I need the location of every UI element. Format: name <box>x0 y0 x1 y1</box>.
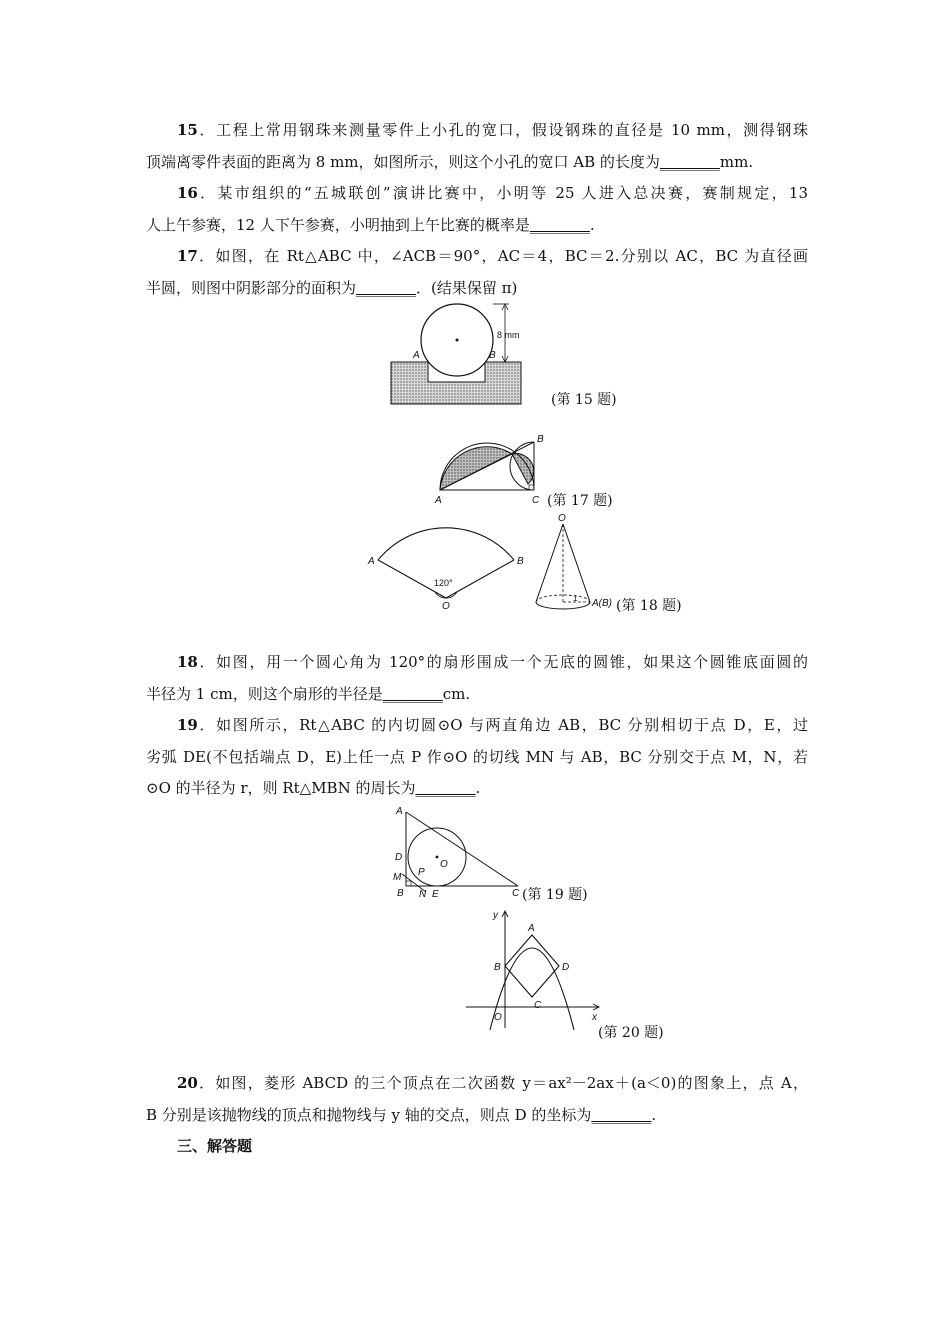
q18-unit: cm. <box>442 685 471 703</box>
fig15-dim-label: 8 mm <box>497 330 520 340</box>
fig18-angle-label: 120° <box>434 578 453 588</box>
rhombus-abcd <box>505 935 559 997</box>
q20-answer-blank[interactable]: ________ <box>591 1106 652 1124</box>
fig20-label-c: C <box>534 1000 542 1011</box>
q19-answer-blank[interactable]: ________ <box>415 779 476 797</box>
q20-number: 20 <box>177 1074 198 1092</box>
q18-number: 18 <box>177 653 198 671</box>
fig18-cone-o: O <box>558 513 566 524</box>
figure-19 <box>392 802 532 902</box>
fig19-label-d: D <box>395 852 403 863</box>
q17-number: 17 <box>177 247 198 265</box>
figure-15 <box>385 300 535 410</box>
shaded-region-left <box>440 447 512 490</box>
q16-text-2: 人上午参赛，12 人下午参赛，小明抽到上午比赛的概率是 <box>146 216 530 234</box>
q17-answer-blank[interactable]: ________ <box>356 279 417 297</box>
fig20-label-a: A <box>528 923 535 934</box>
fig20-label-b: B <box>494 962 501 973</box>
q15-number: 15 <box>177 121 198 139</box>
fig19-label-e: E <box>432 889 439 900</box>
fig19-label-o: O <box>440 859 448 870</box>
figure-18-cone <box>530 512 620 617</box>
fig17-label-a: A <box>435 495 442 506</box>
fig18-label-o: O <box>442 601 450 612</box>
fig20-label-y: y <box>493 910 498 921</box>
q20-end: . <box>651 1106 657 1124</box>
fig19-label-n: N <box>419 889 427 900</box>
q18-text-1: ．如图，用一个圆心角为 120°的扇形围成一个无底的圆锥，如果这个圆锥底面圆的 <box>197 653 808 671</box>
caption-15: (第 15 题) <box>551 392 617 408</box>
fig19-label-m: M <box>393 872 402 883</box>
q19-line-3 <box>146 778 808 798</box>
q19-end: . <box>475 779 481 797</box>
caption-20: (第 20 题) <box>598 1025 664 1041</box>
q19-line-2 <box>146 747 808 767</box>
q19-number: 19 <box>177 716 198 734</box>
q15-line-2 <box>146 152 808 172</box>
fig19-label-c: C <box>512 888 520 899</box>
q19-text-1: ．如图所示，Rt△ABC 的内切圆⊙O 与两直角边 AB，BC 分别相切于点 D，E，过 <box>197 716 808 734</box>
q16-answer-blank[interactable]: ________ <box>529 216 590 234</box>
q18-line-2 <box>146 684 808 704</box>
q17-line-2 <box>146 278 808 298</box>
q19-text-2: 劣弧 DE(不包括端点 D，E)上任一点 P 作⊙O 的切线 MN 与 AB，BC 分别交于点 M，N，若 <box>146 748 808 766</box>
caption-19: (第 19 题) <box>522 887 588 903</box>
fig20-label-o: O <box>494 1012 502 1023</box>
q20-line-2 <box>146 1105 808 1125</box>
fig18-cone-ab: A(B) <box>592 598 612 609</box>
q16-line-1 <box>177 183 808 203</box>
q17-line-1 <box>177 246 808 266</box>
q19-text-3: ⊙O 的半径为 r，则 Rt△MBN 的周长为 <box>146 779 416 797</box>
q15-text-1: ．工程上常用钢珠来测量零件上小孔的宽口，假设钢珠的直径是 10 mm，测得钢珠 <box>197 121 808 139</box>
fig19-label-a: A <box>396 806 403 817</box>
q18-line-1 <box>177 652 808 672</box>
fig20-label-d: D <box>562 962 570 973</box>
q20-text-2: B 分别是该抛物线的顶点和抛物线与 y 轴的交点，则点 D 的坐标为 <box>146 1106 592 1124</box>
shaded-region-right <box>512 454 534 484</box>
q15-line-1 <box>177 120 808 140</box>
caption-18: (第 18 题) <box>616 598 682 614</box>
fig18-label-a: A <box>368 556 375 567</box>
q16-line-2 <box>146 215 808 235</box>
q15-unit: mm. <box>719 153 754 171</box>
figure-18-sector <box>362 510 532 615</box>
fig15-label-a: A <box>413 350 420 361</box>
fig19-label-b: B <box>397 888 404 899</box>
q16-number: 16 <box>177 184 198 202</box>
caption-17: (第 17 题) <box>547 493 613 509</box>
q15-text-2: 顶端离零件表面的距离为 8 mm，如图所示，则这个小孔的宽口 AB 的长度为 <box>146 153 660 171</box>
parabola <box>490 948 574 1030</box>
fig15-label-b: B <box>489 350 496 361</box>
q20-text-1: ．如图，菱形 ABCD 的三个顶点在二次函数 y＝ax²－2ax＋(a＜0)的图象上，点 A， <box>197 1074 808 1092</box>
q19-line-1 <box>177 715 808 735</box>
sector-arc <box>378 528 514 560</box>
q15-answer-blank[interactable]: ________ <box>659 153 720 171</box>
figure-20 <box>460 906 605 1036</box>
fig18-cone-radius: 1 <box>573 594 578 603</box>
section-3-heading: 三、解答题 <box>177 1137 253 1155</box>
fig17-label-c: C <box>532 495 540 506</box>
fig20-label-x: x <box>592 1012 597 1023</box>
fig19-label-p: P <box>418 867 425 878</box>
figure-17 <box>430 430 550 510</box>
q18-answer-blank[interactable]: ________ <box>382 685 443 703</box>
fig17-label-b: B <box>537 434 544 445</box>
q16-end: . <box>589 216 595 234</box>
q17-text-1: ．如图，在 Rt△ABC 中，∠ACB＝90°，AC＝4，BC＝2.分别以 AC，BC 为直径画 <box>197 247 808 265</box>
q16-text-1: ．某市组织的“五城联创”演讲比赛中，小明等 25 人进入总决赛，赛制规定，13 <box>197 184 808 202</box>
q20-line-1 <box>177 1073 808 1093</box>
fig18-label-b: B <box>517 556 524 567</box>
q18-text-2: 半径为 1 cm，则这个扇形的半径是 <box>146 685 383 703</box>
ball-center-dot <box>456 339 459 342</box>
q17-text-2: 半圆，则图中阴影部分的面积为 <box>146 279 357 297</box>
q17-end: ．(结果保留 π) <box>416 279 518 297</box>
